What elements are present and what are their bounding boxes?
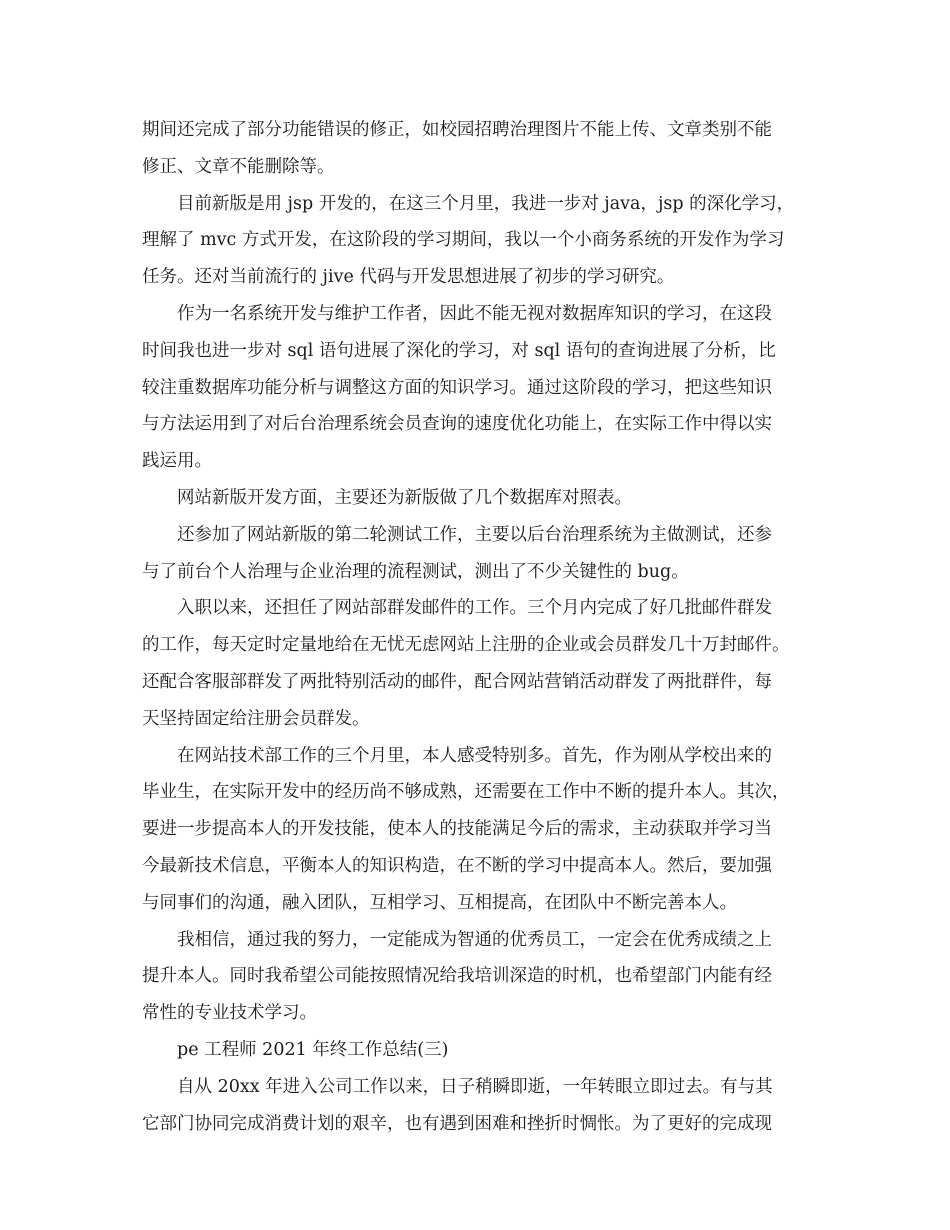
paragraph: 我相信，通过我的努力，一定能成为智通的优秀员工，一定会在优秀成绩之上 提升本人。同时我希望公司能按照情况给我培训深造的时机，也希望部门内能有经 常性的专业技术学习。 [142,929,772,1024]
paragraph: 入职以来，还担任了网站部群发邮件的工作。三个月内完成了好几批邮件群发 的工作，每天定时定量地给在无忧无虑网站上注册的企业或会员群发几十万封邮件。 还配合客服部群发了两批特别活动的邮件，配合网站营销活动群发了两批群件，每 天坚持固定给注册会员群发。 [142,598,790,729]
paragraph: 自从 20xx 年进入公司工作以来，日子稍瞬即逝，一年转眼立即过去。有与其 它部门协同完成消费计划的艰辛，也有遇到困难和挫折时惆怅。为了更好的完成现 [142,1076,773,1134]
document-page [142,112,818,1142]
paragraph: 目前新版是用 jsp 开发的，在这三个月里，我进一步对 java，jsp 的深化学习， 理解了 mvc 方式开发，在这阶段的学习期间，我以一个小商务系统的开发作为学习 任务。还对当前流行的 jive 代码与开发思想进展了初步的学习研究。 [142,193,795,288]
paragraph: 期间还完成了部分功能错误的修正，如校园招聘治理图片不能上传、文章类别不能 修正、文章不能删除等。 [142,120,772,177]
section-heading: pe 工程师 2021 年终工作总结(三) [177,1039,449,1060]
paragraph: 在网站技术部工作的三个月里，本人感受特别多。首先，作为刚从学校出来的 毕业生，在实际开发中的经历尚不够成熟，还需要在工作中不断的提升本人。其次， 要进一步提高本人的开发技能，使本人的技能满足今后的需求，主动获取并学习当 今最新技术信息，平衡本人的知识构造，在不断的学习中提高本人。然后，要加强 与同事们的沟通，融入团队，互相学习、互相提高，在团队中不断完善本人。 [142,745,790,913]
paragraph: 还参加了网站新版的第二轮测试工作，主要以后台治理系统为主做测试，还参 与了前台个人治理与企业治理的流程测试，测出了不少关键性的 bug。 [142,524,772,582]
paragraph: 网站新版开发方面，主要还为新版做了几个数据库对照表。 [177,487,632,508]
paragraph: 作为一名系统开发与维护工作者，因此不能无视对数据库知识的学习，在这段 时间我也进一步对 sql 语句进展了深化的学习，对 sql 语句的查询进展了分析，比 较注重数据库功能分析与调整这方面的知识学习。通过这阶段的学习，把这些知识 与方法运用到了对后台治理系统会员查询的速度优化功能上，在实际工作中得以实 践运用。 [142,303,776,472]
